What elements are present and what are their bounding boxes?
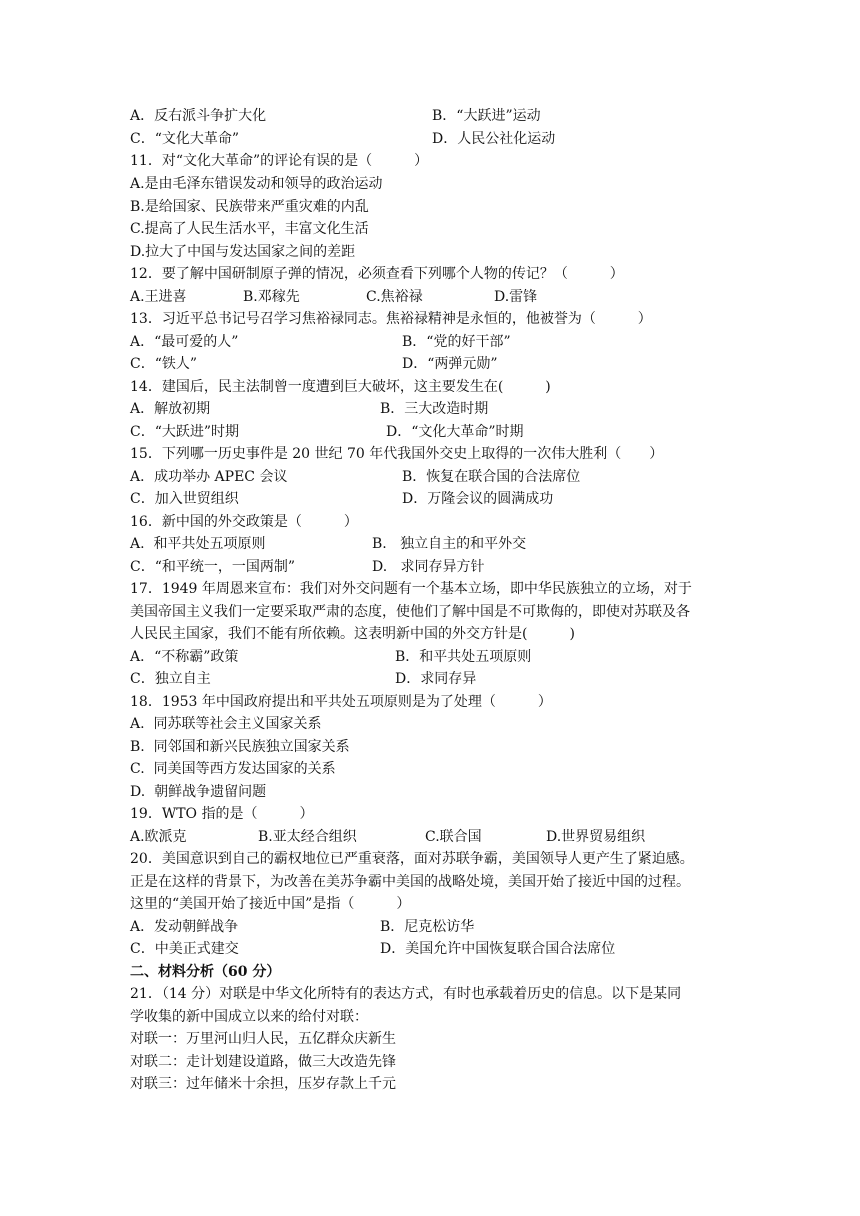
q17-option-c: C．独立自主 (130, 671, 211, 687)
q21-stem-line1: 21．（14 分）对联是中华文化所特有的表达方式，有时也承载着历史的信息。以下是某同 (130, 986, 682, 1002)
q18-option-d: D. 朝鲜战争遗留问题 (130, 784, 267, 800)
q17-stem-line3: 人民民主国家，我们不能有所依赖。这表明新中国的外交方针是( ) (130, 626, 575, 642)
q15-option-b: B．恢复在联合国的合法席位 (402, 469, 581, 485)
q10-option-a: A．反右派斗争扩大化 (130, 108, 267, 124)
q12-stem: 12．要了解中国研制原子弹的情况，必须查看下列哪个人物的传记？（ ） (130, 266, 624, 282)
q21-stem-line2: 学收集的新中国成立以来的给付对联： (130, 1009, 368, 1025)
q16-option-a: A. 和平共处五项原则 (130, 536, 266, 552)
q20-option-d: D．美国允许中国恢复联合国合法席位 (380, 941, 616, 957)
q11-option-b: B.是给国家、民族带来严重灾难的内乱 (130, 199, 369, 215)
q11-option-d: D.拉大了中国与发达国家之间的差距 (130, 244, 356, 260)
q16-stem: 16．新中国的外交政策是（ ） (130, 514, 358, 530)
q17-option-d: D．求同存异 (395, 671, 477, 687)
q15-option-a: A．成功举办 APEC 会议 (130, 469, 288, 485)
q19-option-d: D.世界贸易组织 (546, 829, 646, 845)
q20-stem-line3: 这里的“美国开始了接近中国”是指（ ） (130, 896, 411, 912)
q16-option-d: D. 求同存异方针 (372, 559, 485, 575)
q21-couplet-1: 对联一：万里河山归人民，五亿群众庆新生 (130, 1031, 396, 1047)
q10-option-d: D．人民公社化运动 (432, 131, 556, 147)
q14-option-b: B．三大改造时期 (380, 401, 489, 417)
q20-stem-line1: 20．美国意识到自己的霸权地位已严重衰落，面对苏联争霸，美国领导人更产生了紧迫感。 (130, 851, 694, 867)
q13-option-a: A．“最可爱的人” (130, 334, 239, 350)
q15-stem: 15．下列哪一历史事件是 20 世纪 70 年代我国外交史上取得的一次伟大胜利（ ） (130, 446, 664, 462)
q18-option-c: C. 同美国等西方发达国家的关系 (130, 761, 336, 777)
q17-option-b: B．和平共处五项原则 (395, 649, 532, 665)
q10-option-c: C．“文化大革命” (130, 131, 240, 147)
q17-stem-line2: 美国帝国主义我们一定要采取严肃的态度，使他们了解中国是不可欺侮的，即使对苏联及各 (130, 604, 690, 620)
q11-option-c: C.提高了人民生活水平，丰富文化生活 (130, 221, 369, 237)
q21-couplet-2: 对联二：走计划建设道路，做三大改造先锋 (130, 1054, 396, 1070)
q11-option-a: A.是由毛泽东错误发动和领导的政治运动 (130, 176, 383, 192)
q20-option-a: A．发动朝鲜战争 (130, 919, 239, 935)
q15-option-d: D．万隆会议的圆满成功 (402, 491, 554, 507)
q14-option-d: D．“文化大革命”时期 (386, 424, 524, 440)
q10-option-b: B．“大跃进”运动 (432, 108, 541, 124)
q14-option-a: A．解放初期 (130, 401, 211, 417)
q20-option-b: B．尼克松访华 (380, 919, 475, 935)
q17-option-a: A．“不称霸”政策 (130, 649, 239, 665)
section-heading: 二、材料分析（60 分） (130, 964, 281, 980)
q21-couplet-3: 对联三：过年储米十余担，压岁存款上千元 (130, 1076, 396, 1092)
q17-stem-line1: 17．1949 年周恩来宣布：我们对外交问题有一个基本立场，即中华民族独立的立场，对于 (130, 581, 692, 597)
q19-option-c: C.联合国 (425, 829, 482, 845)
q11-stem: 11．对“文化大革命”的评论有误的是（ ） (130, 153, 429, 169)
q15-option-c: C．加入世贸组织 (130, 491, 239, 507)
q13-stem: 13．习近平总书记号召学习焦裕禄同志。焦裕禄精神是永恒的，他被誉为（ ） (130, 311, 652, 327)
q12-option-b: B.邓稼先 (243, 289, 300, 305)
q13-option-b: B．“党的好干部” (402, 334, 511, 350)
q18-stem: 18．1953 年中国政府提出和平共处五项原则是为了处理（ ） (130, 694, 552, 710)
q12-option-c: C.焦裕禄 (366, 289, 423, 305)
q18-option-a: A. 同苏联等社会主义国家关系 (130, 716, 322, 732)
q14-stem: 14．建国后，民主法制曾一度遭到巨大破坏，这主要发生在( ) (130, 379, 551, 395)
q16-option-c: C．“和平统一，一国两制” (130, 559, 296, 575)
q19-option-b: B.亚太经合组织 (258, 829, 357, 845)
q12-option-a: A.王进喜 (130, 289, 187, 305)
q20-stem-line2: 正是在这样的背景下，为改善在美苏争霸中美国的战略处境，美国开始了接近中国的过程。 (130, 874, 690, 890)
q19-stem: 19．WTO 指的是（ ） (130, 806, 314, 822)
q14-option-c: C．“大跃进”时期 (130, 424, 240, 440)
q18-option-b: B. 同邻国和新兴民族独立国家关系 (130, 739, 350, 755)
q19-option-a: A.欧派克 (130, 829, 187, 845)
q16-option-b: B. 独立自主的和平外交 (372, 536, 527, 552)
q12-option-d: D.雷锋 (494, 289, 538, 305)
q20-option-c: C．中美正式建交 (130, 941, 239, 957)
q13-option-d: D．“两弹元勋” (402, 356, 498, 372)
q13-option-c: C．“铁人” (130, 356, 198, 372)
